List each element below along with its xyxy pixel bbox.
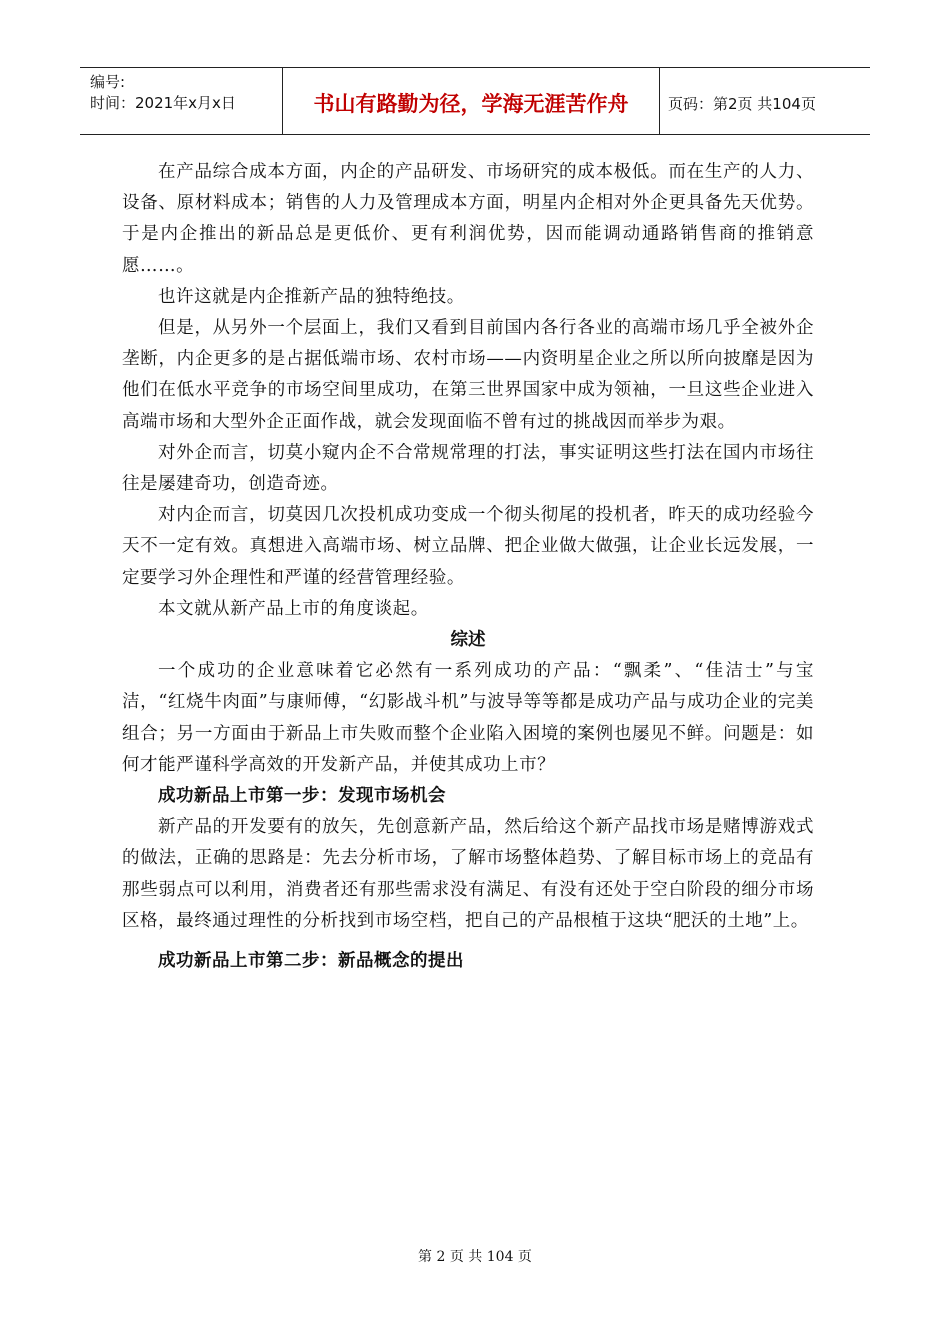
body-paragraph: 本文就从新产品上市的角度谈起。: [158, 598, 429, 619]
body-paragraph: 在产品综合成本方面，内企的产品研发、市场研究的成本极低。而在生产的人力、设备、原材料成本；销售的人力及管理成本方面，明星内企相对外企更具备先天优势。于是内企推出的新品总是更低价、更有利润优势，因而能调动通路销售商的推销意愿……。: [122, 162, 814, 276]
body-paragraph: 对外企而言，切莫小窥内企不合常规常理的打法，事实证明这些打法在国内市场往往是屡建奇功，创造奇迹。: [122, 442, 814, 495]
document-body: [122, 157, 814, 977]
step2-heading: 成功新品上市第二步：新品概念的提出: [158, 951, 464, 972]
body-paragraph: 也许这就是内企推新产品的独特绝技。: [158, 286, 465, 307]
document-date: 时间：2021年x月x日: [90, 94, 236, 112]
summary-paragraph: 一个成功的企业意味着它必然有一系列成功的产品：“飘柔”、“佳洁士”与宝洁，“红烧牛肉面”与康师傅，“幻影战斗机”与波导等等都是成功产品与成功企业的完美组合；另一方面由于新品上市失败而整个企业陷入困境的案例也屡见不鲜。问题是：如何才能严谨科学高效的开发新产品，并使其成功上市？: [122, 661, 814, 775]
summary-heading: 综述: [450, 630, 486, 651]
page-header: [80, 67, 870, 135]
step1-paragraph: 新产品的开发要有的放矢，先创意新产品，然后给这个新产品找市场是赌博游戏式的做法，正确的思路是：先去分析市场，了解市场整体趋势、了解目标市场上的竞品有那些弱点可以利用，消费者还有那些需求没有满足、有没有还处于空白阶段的细分市场区格，最终通过理性的分析找到市场空档，把自己的产品根植于这块“肥沃的土地”上。: [122, 817, 814, 931]
header-motto: 书山有路勤为径，学海无涯苦作舟: [283, 68, 660, 134]
body-paragraph: 对内企而言，切莫因几次投机成功变成一个彻头彻尾的投机者，昨天的成功经验今天不一定有效。真想进入高端市场、树立品牌、把企业做大做强，让企业长远发展，一定要学习外企理性和严谨的经营管理经验。: [122, 505, 814, 588]
header-meta: [80, 68, 283, 134]
step1-heading: 成功新品上市第一步：发现市场机会: [158, 786, 446, 807]
header-page-info: 页码：第2页 共104页: [668, 94, 816, 113]
document-number-label: 编号:: [90, 73, 126, 91]
page-footer: 第 2 页 共 104 页: [418, 1249, 532, 1265]
body-paragraph: 但是，从另外一个层面上，我们又看到目前国内各行各业的高端市场几乎全被外企垄断，内企更多的是占据低端市场、农村市场——内资明星企业之所以所向披靡是因为他们在低水平竞争的市场空间里成功，在第三世界国家中成为领袖，一旦这些企业进入高端市场和大型外企正面作战，就会发现面临不曾有过的挑战因而举步为艰。: [122, 318, 814, 432]
